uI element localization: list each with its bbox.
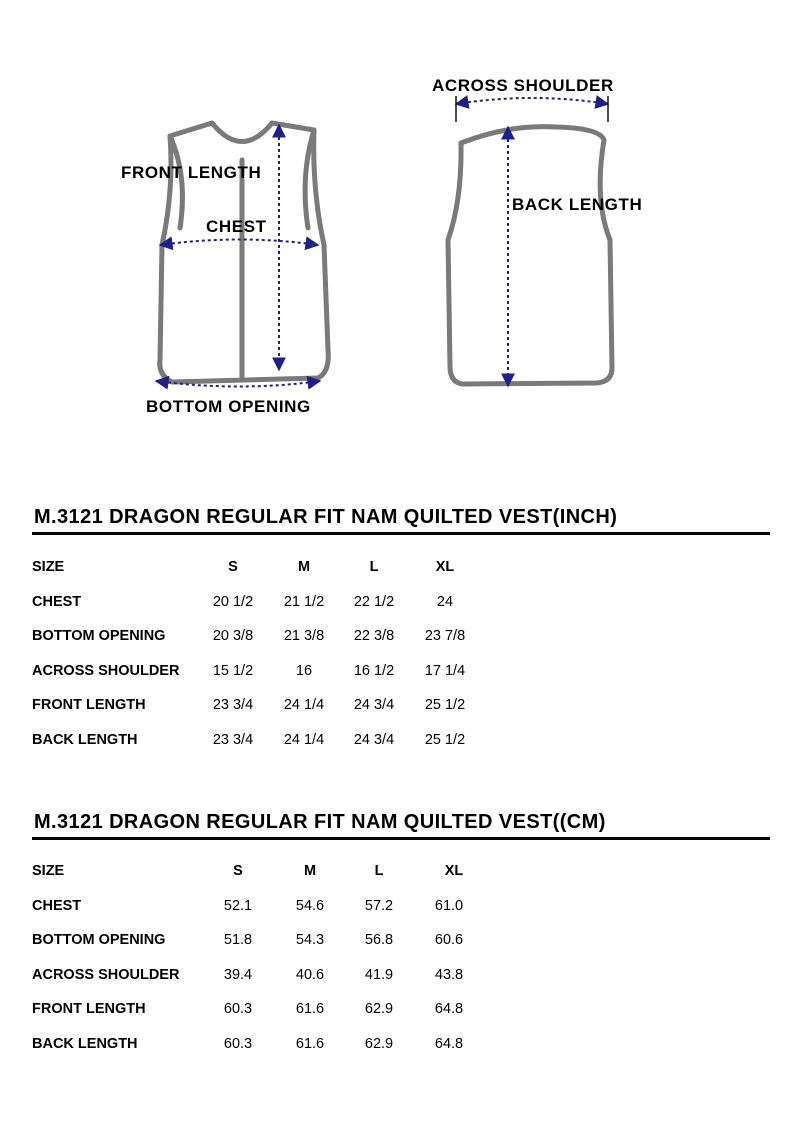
cell-value: 16 (295, 662, 313, 679)
cell-value: 23 3/4 (212, 731, 254, 748)
row-label: CHEST (32, 897, 82, 914)
cell-value: 16 1/2 (353, 662, 395, 679)
cell-value: 24 1/4 (283, 697, 325, 714)
cell-value: 51.8 (223, 932, 253, 949)
title-divider (32, 837, 770, 840)
cell-value: 20 3/8 (212, 628, 254, 645)
table-header-row (32, 559, 492, 594)
header-l: L (369, 559, 379, 575)
title-divider (32, 532, 770, 535)
chest-label: CHEST (206, 217, 267, 236)
table-row (32, 1001, 492, 1036)
cm-size-table (32, 863, 492, 1071)
table-row (32, 732, 492, 767)
cell-value: 17 1/4 (424, 662, 466, 679)
cell-value: 54.3 (295, 932, 325, 949)
cell-value: 64.8 (434, 1001, 464, 1018)
cm-table-title: M.3121 DRAGON REGULAR FIT NAM QUILTED VEST((CM) (34, 811, 606, 833)
cell-value: 23 3/4 (212, 697, 254, 714)
table-header-row (32, 863, 492, 898)
table-row (32, 967, 492, 1002)
table-row (32, 663, 492, 698)
header-m: M (303, 863, 317, 879)
cell-value: 61.6 (295, 1035, 325, 1052)
inch-size-table (32, 559, 492, 767)
cell-value: 21 3/8 (283, 628, 325, 645)
cell-value: 56.8 (364, 932, 394, 949)
header-size: SIZE (32, 863, 65, 879)
across-shoulder-label: ACROSS SHOULDER (432, 76, 614, 95)
row-label: BACK LENGTH (32, 731, 138, 748)
cell-value: 22 1/2 (353, 593, 395, 610)
row-label: FRONT LENGTH (32, 1001, 146, 1018)
header-s: S (228, 559, 238, 575)
cell-value: 25 1/2 (424, 697, 466, 714)
cell-value: 15 1/2 (212, 662, 254, 679)
cell-value: 62.9 (364, 1035, 394, 1052)
cell-value: 60.3 (223, 1001, 253, 1018)
cell-value: 64.8 (434, 1035, 464, 1052)
row-label: CHEST (32, 593, 82, 610)
cell-value: 20 1/2 (212, 593, 254, 610)
cell-value: 22 3/8 (353, 628, 395, 645)
vest-illustration (0, 0, 801, 460)
cell-value: 60.6 (434, 932, 464, 949)
cell-value: 61.6 (295, 1001, 325, 1018)
table-row (32, 898, 492, 933)
cell-value: 43.8 (434, 966, 464, 983)
front-vest-outline (160, 123, 329, 382)
cell-value: 24 3/4 (353, 731, 395, 748)
cell-value: 39.4 (223, 966, 253, 983)
cell-value: 54.6 (295, 897, 325, 914)
cell-value: 52.1 (223, 897, 253, 914)
row-label: FRONT LENGTH (32, 697, 146, 714)
across-shoulder-arrow (456, 98, 608, 104)
header-xl: XL (444, 863, 464, 879)
back-vest-outline (448, 127, 612, 384)
header-size: SIZE (32, 559, 65, 575)
header-l: L (374, 863, 384, 879)
row-label: ACROSS SHOULDER (32, 966, 180, 983)
table-row (32, 932, 492, 967)
table-row (32, 1036, 492, 1071)
measurement-diagram (0, 0, 801, 460)
chest-arrow (160, 240, 318, 246)
cell-value: 24 1/4 (283, 731, 325, 748)
cell-value: 24 (436, 593, 454, 610)
back-length-label: BACK LENGTH (512, 195, 643, 214)
header-s: S (233, 863, 243, 879)
inch-table-title: M.3121 DRAGON REGULAR FIT NAM QUILTED VEST(INCH) (34, 506, 618, 528)
cell-value: 62.9 (364, 1001, 394, 1018)
cell-value: 61.0 (434, 897, 464, 914)
row-label: BOTTOM OPENING (32, 628, 166, 645)
cell-value: 41.9 (364, 966, 394, 983)
cell-value: 24 3/4 (353, 697, 395, 714)
front-length-label: FRONT LENGTH (121, 163, 262, 182)
cell-value: 57.2 (364, 897, 394, 914)
header-m: M (297, 559, 311, 575)
row-label: BOTTOM OPENING (32, 932, 166, 949)
table-row (32, 697, 492, 732)
cell-value: 60.3 (223, 1035, 253, 1052)
cell-value: 25 1/2 (424, 731, 466, 748)
header-xl: XL (435, 559, 455, 575)
cell-value: 23 7/8 (424, 628, 466, 645)
table-row (32, 594, 492, 629)
measurement-arrows (156, 98, 608, 387)
table-row (32, 628, 492, 663)
row-label: BACK LENGTH (32, 1035, 138, 1052)
row-label: ACROSS SHOULDER (32, 662, 180, 679)
bottom-opening-label: BOTTOM OPENING (146, 397, 311, 416)
cell-value: 21 1/2 (283, 593, 325, 610)
cell-value: 40.6 (295, 966, 325, 983)
